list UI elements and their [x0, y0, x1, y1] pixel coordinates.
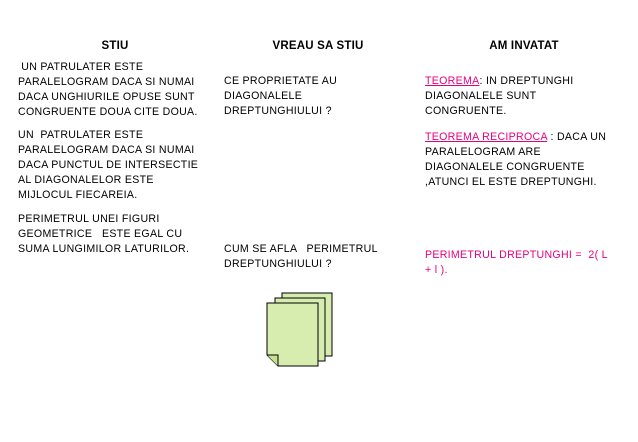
reciproca-text: : DACA UN	[547, 131, 607, 143]
invatat-reciproca	[425, 130, 606, 190]
text-line: CE PROPRIETATE AU	[224, 75, 338, 87]
text-line	[425, 130, 606, 145]
text-line: PARALELOGRAM DACA SI NUMAI	[18, 144, 195, 156]
text-line: SUMA LUNGIMILOR LATURILOR.	[18, 243, 190, 255]
text-line: DIAGONALELE SUNT	[425, 90, 537, 102]
teorema-link[interactable]: TEOREMA	[425, 75, 480, 87]
vreau-question-2	[224, 242, 378, 272]
stiu-block-1	[18, 60, 198, 120]
text-line: PERIMETRUL DREPTUNGHI = 2( L	[425, 249, 608, 261]
text-line: PERIMETRUL UNEI FIGURI	[18, 213, 160, 225]
text-line: GEOMETRICE ESTE EGAL CU	[18, 228, 183, 240]
document-stack-icon	[262, 292, 337, 374]
text-line: + l ).	[425, 264, 448, 276]
text-line: AL DIAGONALELOR ESTE	[18, 174, 154, 186]
text-line: DACA UNGHIURILE OPUSE SUNT	[18, 91, 195, 103]
text-line: PARALELOGRAM ARE	[425, 146, 541, 158]
text-line	[425, 74, 573, 89]
header-vreau-sa-stiu: VREAU SA STIU	[272, 40, 364, 52]
text-line: PARALELOGRAM DACA SI NUMAI	[18, 76, 195, 88]
text-line: ,ATUNCI EL ESTE DREPTUNGHI.	[425, 176, 597, 188]
text-line: DREPTUNGHIULUI ?	[224, 258, 332, 270]
invatat-teorema	[425, 74, 573, 119]
text-line: CONGRUENTE DOUA CITE DOUA.	[18, 106, 198, 118]
text-line: UN PATRULATER ESTE	[18, 129, 144, 141]
document-page-front	[267, 303, 318, 366]
stiu-block-3	[18, 212, 189, 257]
text-line: CONGRUENTE.	[425, 105, 507, 117]
text-line: DIAGONALELE	[224, 90, 303, 102]
header-am-invatat: AM INVATAT	[489, 40, 559, 52]
text-line: DIAGONALELE CONGRUENTE	[425, 161, 585, 173]
text-line: MIJLOCUL FIECAREIA.	[18, 189, 138, 201]
invatat-perimetru	[425, 248, 608, 278]
header-stiu: STIU	[101, 40, 129, 52]
teorema-text: : IN DREPTUNGHI	[479, 75, 574, 87]
text-line: UN PATRULATER ESTE	[18, 61, 144, 73]
text-line: DREPTUNGHIULUI ?	[224, 105, 332, 117]
teorema-reciproca-link[interactable]: TEOREMA RECIPROCA	[425, 131, 548, 143]
stiu-block-2	[18, 128, 198, 203]
vreau-question-1	[224, 74, 337, 119]
text-line: CUM SE AFLA PERIMETRUL	[224, 243, 378, 255]
text-line: DACA PUNCTUL DE INTERSECTIE	[18, 159, 199, 171]
